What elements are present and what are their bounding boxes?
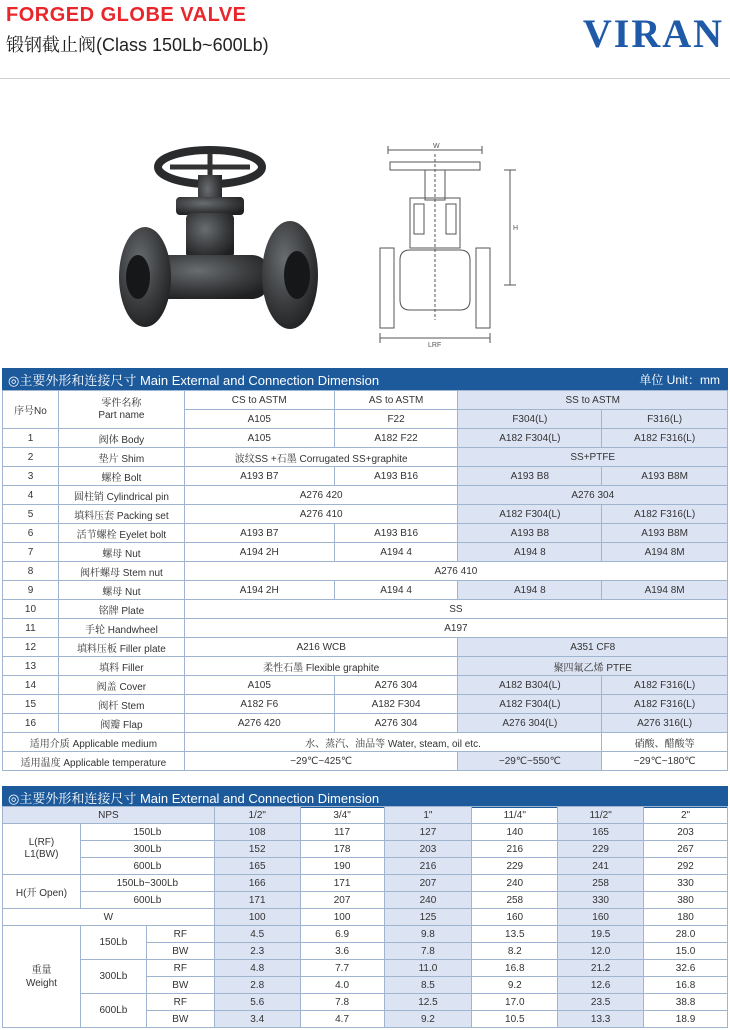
length-label: L(RF) L1(BW) xyxy=(3,824,81,875)
part-name: 填料压板 Filler plate xyxy=(58,638,184,657)
dimension-cell: 127 xyxy=(384,824,472,841)
medium-value: 水、蒸汽、油品等 Water, steam, oil etc. xyxy=(184,733,601,752)
material-cell: A193 B8 xyxy=(458,524,602,543)
weight-cell: 13.3 xyxy=(558,1011,644,1028)
weight-label: 重量 Weight xyxy=(3,926,81,1028)
row-no: 10 xyxy=(3,600,59,619)
header-no: 序号No xyxy=(3,391,59,429)
dimension-cell: 229 xyxy=(558,841,644,858)
part-name: 填料 Filler xyxy=(58,657,184,676)
row-no: 12 xyxy=(3,638,59,657)
class-cell: 150Lb xyxy=(80,824,214,841)
material-cell: A197 xyxy=(184,619,727,638)
row-no: 13 xyxy=(3,657,59,676)
weight-cell: 10.5 xyxy=(472,1011,558,1028)
temperature-value-ss1: −29℃~550℃ xyxy=(458,752,602,771)
dimension-cell: 330 xyxy=(644,875,728,892)
header-cs: CS to ASTM xyxy=(184,391,334,410)
weight-cell: 7.7 xyxy=(300,960,384,977)
dimension-cell: 178 xyxy=(300,841,384,858)
table-row xyxy=(3,448,728,467)
width-label: W xyxy=(3,909,215,926)
material-cell: A193 B8M xyxy=(602,467,728,486)
weight-cell: 19.5 xyxy=(558,926,644,943)
table-row xyxy=(3,467,728,486)
header-as: AS to ASTM xyxy=(334,391,458,410)
material-cell: 聚四氟乙烯 PTFE xyxy=(458,657,728,676)
material-cell: A194 2H xyxy=(184,581,334,600)
material-cell: SS+PTFE xyxy=(458,448,728,467)
end-type-cell: RF xyxy=(146,994,214,1011)
material-cell: A182 F316(L) xyxy=(602,676,728,695)
material-cell: A193 B7 xyxy=(184,467,334,486)
weight-cell: 12.0 xyxy=(558,943,644,960)
section-header-dimensions xyxy=(2,786,728,808)
material-cell: A276 304 xyxy=(334,714,458,733)
weight-cell: 21.2 xyxy=(558,960,644,977)
class-cell: 150Lb xyxy=(80,926,146,960)
row-no: 2 xyxy=(3,448,59,467)
weight-cell: 38.8 xyxy=(644,994,728,1011)
size-cell: 1/2" xyxy=(214,807,300,824)
header-divider xyxy=(0,78,730,79)
row-no: 5 xyxy=(3,505,59,524)
dimension-cell: 240 xyxy=(384,892,472,909)
dimension-cell: 380 xyxy=(644,892,728,909)
weight-cell: 8.2 xyxy=(472,943,558,960)
dimension-cell: 207 xyxy=(384,875,472,892)
table-row xyxy=(3,841,728,858)
weight-cell: 3.6 xyxy=(300,943,384,960)
end-type-cell: RF xyxy=(146,926,214,943)
material-cell: A182 F22 xyxy=(334,429,458,448)
dimension-cell: 160 xyxy=(472,909,558,926)
table-row xyxy=(3,926,728,943)
part-name: 阀盖 Cover xyxy=(58,676,184,695)
table-row xyxy=(3,524,728,543)
part-name: 填料压套 Packing set xyxy=(58,505,184,524)
weight-cell: 4.0 xyxy=(300,977,384,994)
weight-cell: 5.6 xyxy=(214,994,300,1011)
weight-cell: 6.9 xyxy=(300,926,384,943)
table-row xyxy=(3,676,728,695)
brand-logo: VIRAN xyxy=(582,11,724,56)
weight-cell: 8.5 xyxy=(384,977,472,994)
material-cell: A276 420 xyxy=(184,486,458,505)
weight-cell: 11.0 xyxy=(384,960,472,977)
class-cell: 600Lb xyxy=(80,994,146,1028)
dimension-cell: 171 xyxy=(214,892,300,909)
row-no: 16 xyxy=(3,714,59,733)
dimension-cell: 171 xyxy=(300,875,384,892)
row-no: 3 xyxy=(3,467,59,486)
grade-cell: F304(L) xyxy=(458,410,602,429)
table-row xyxy=(3,875,728,892)
size-cell: 2" xyxy=(644,807,728,824)
size-cell: 11/4" xyxy=(472,807,558,824)
material-cell: A193 B8M xyxy=(602,524,728,543)
valve-photo xyxy=(110,135,340,355)
drawing-lrf-label: LRF xyxy=(428,342,442,349)
material-cell: A216 WCB xyxy=(184,638,458,657)
part-name: 垫片 Shim xyxy=(58,448,184,467)
dimension-cell: 330 xyxy=(558,892,644,909)
material-cell: A276 410 xyxy=(184,562,727,581)
table-row xyxy=(3,600,728,619)
part-name: 螺栓 Bolt xyxy=(58,467,184,486)
table-row xyxy=(3,429,728,448)
weight-cell: 28.0 xyxy=(644,926,728,943)
temperature-value: −29℃~425℃ xyxy=(184,752,458,771)
material-cell: A276 304 xyxy=(334,676,458,695)
material-cell: 波纹SS +石墨 Corrugated SS+graphite xyxy=(184,448,458,467)
header-ss: SS to ASTM xyxy=(458,391,728,410)
material-cell: A182 F316(L) xyxy=(602,695,728,714)
grade-cell: A105 xyxy=(184,410,334,429)
table-row xyxy=(3,824,728,841)
row-no: 7 xyxy=(3,543,59,562)
dimension-cell: 108 xyxy=(214,824,300,841)
material-cell: A194 4 xyxy=(334,581,458,600)
material-cell: SS xyxy=(184,600,727,619)
part-name: 圆柱销 Cylindrical pin xyxy=(58,486,184,505)
weight-cell: 12.6 xyxy=(558,977,644,994)
dimension-cell: 241 xyxy=(558,858,644,875)
part-name: 螺母 Nut xyxy=(58,581,184,600)
weight-cell: 7.8 xyxy=(300,994,384,1011)
material-cell: A193 B8 xyxy=(458,467,602,486)
material-cell: A194 2H xyxy=(184,543,334,562)
valve-drawing xyxy=(370,140,530,350)
table-row xyxy=(3,619,728,638)
material-cell: A194 8 xyxy=(458,581,602,600)
page-title: FORGED GLOBE VALVE xyxy=(6,4,247,26)
material-cell: A105 xyxy=(184,429,334,448)
table-row xyxy=(3,714,728,733)
material-cell: 柔性石墨 Flexible graphite xyxy=(184,657,458,676)
medium-value-ss: 硝酸、醋酸等 xyxy=(602,733,728,752)
material-cell: A193 B16 xyxy=(334,467,458,486)
height-label: H(开 Open) xyxy=(3,875,81,909)
weight-cell: 3.4 xyxy=(214,1011,300,1028)
header-part-name: 零件名称 Part name xyxy=(58,391,184,429)
table-row xyxy=(3,581,728,600)
material-cell: A276 420 xyxy=(184,714,334,733)
class-cell: 150Lb~300Lb xyxy=(80,875,214,892)
end-type-cell: BW xyxy=(146,977,214,994)
table-row xyxy=(3,892,728,909)
material-cell: A194 4 xyxy=(334,543,458,562)
dimensions-table xyxy=(2,806,728,1028)
table-row xyxy=(3,960,728,977)
table-row xyxy=(3,733,728,752)
row-no: 14 xyxy=(3,676,59,695)
material-cell: A182 F304(L) xyxy=(458,505,602,524)
table-row xyxy=(3,657,728,676)
dimension-cell: 190 xyxy=(300,858,384,875)
part-name: 阀杆 Stem xyxy=(58,695,184,714)
size-cell: 11/2" xyxy=(558,807,644,824)
row-no: 1 xyxy=(3,429,59,448)
weight-cell: 32.6 xyxy=(644,960,728,977)
weight-cell: 16.8 xyxy=(644,977,728,994)
table-row xyxy=(3,858,728,875)
page-subtitle: 锻钢截止阀(Class 150Lb~600Lb) xyxy=(6,35,269,55)
table-row xyxy=(3,909,728,926)
part-name: 阀体 Body xyxy=(58,429,184,448)
class-cell: 300Lb xyxy=(80,841,214,858)
material-cell: A182 F6 xyxy=(184,695,334,714)
size-cell: 1" xyxy=(384,807,472,824)
dimension-cell: 216 xyxy=(384,858,472,875)
weight-cell: 23.5 xyxy=(558,994,644,1011)
material-cell: A182 F304(L) xyxy=(458,429,602,448)
dimension-cell: 125 xyxy=(384,909,472,926)
dimension-cell: 160 xyxy=(558,909,644,926)
row-no: 8 xyxy=(3,562,59,581)
end-type-cell: BW xyxy=(146,1011,214,1028)
temperature-value-ss2: −29℃~180℃ xyxy=(602,752,728,771)
row-no: 6 xyxy=(3,524,59,543)
table-row xyxy=(3,505,728,524)
dimension-cell: 240 xyxy=(472,875,558,892)
weight-cell: 13.5 xyxy=(472,926,558,943)
material-cell: A276 316(L) xyxy=(602,714,728,733)
end-type-cell: BW xyxy=(146,943,214,960)
part-name: 手轮 Handwheel xyxy=(58,619,184,638)
weight-cell: 2.3 xyxy=(214,943,300,960)
table-header-row xyxy=(3,391,728,410)
material-cell: A276 304(L) xyxy=(458,714,602,733)
section-title: ◎主要外形和连接尺寸 Main External and Connection Dimension xyxy=(8,790,380,806)
weight-cell: 7.8 xyxy=(384,943,472,960)
row-no: 15 xyxy=(3,695,59,714)
material-cell: A182 F304 xyxy=(334,695,458,714)
part-name: 螺母 Nut xyxy=(58,543,184,562)
material-cell: A105 xyxy=(184,676,334,695)
table-row xyxy=(3,562,728,581)
size-cell: 3/4" xyxy=(300,807,384,824)
dimension-cell: 166 xyxy=(214,875,300,892)
material-cell: A276 304 xyxy=(458,486,728,505)
table-row xyxy=(3,994,728,1011)
material-cell: A194 8 xyxy=(458,543,602,562)
material-cell: A193 B16 xyxy=(334,524,458,543)
part-name: 阀杆螺母 Stem nut xyxy=(58,562,184,581)
part-name: 活节螺栓 Eyelet bolt xyxy=(58,524,184,543)
section-header-materials xyxy=(2,368,728,390)
weight-cell: 4.8 xyxy=(214,960,300,977)
dimension-cell: 165 xyxy=(214,858,300,875)
weight-cell: 4.7 xyxy=(300,1011,384,1028)
material-cell: A182 F316(L) xyxy=(602,429,728,448)
dimension-cell: 165 xyxy=(558,824,644,841)
dimension-cell: 292 xyxy=(644,858,728,875)
part-name: 阀瓣 Flap xyxy=(58,714,184,733)
dimension-cell: 180 xyxy=(644,909,728,926)
material-cell: A194 8M xyxy=(602,581,728,600)
drawing-w-label: W xyxy=(433,143,440,150)
material-cell: A276 410 xyxy=(184,505,458,524)
dimension-cell: 203 xyxy=(644,824,728,841)
dimension-cell: 216 xyxy=(472,841,558,858)
weight-cell: 17.0 xyxy=(472,994,558,1011)
section-title: ◎主要外形和连接尺寸 Main External and Connection Dimension xyxy=(8,372,380,388)
dimension-cell: 140 xyxy=(472,824,558,841)
unit-label: 单位 Unit：mm xyxy=(639,372,720,387)
part-name: 铭牌 Plate xyxy=(58,600,184,619)
dimension-cell: 267 xyxy=(644,841,728,858)
table-row xyxy=(3,752,728,771)
dimension-cell: 152 xyxy=(214,841,300,858)
material-cell: A194 8M xyxy=(602,543,728,562)
row-no: 9 xyxy=(3,581,59,600)
row-no: 4 xyxy=(3,486,59,505)
table-row xyxy=(3,807,728,824)
material-cell: A182 F304(L) xyxy=(458,695,602,714)
dimension-cell: 258 xyxy=(472,892,558,909)
dimension-cell: 258 xyxy=(558,875,644,892)
drawing-h-label: H xyxy=(513,225,519,232)
dimension-cell: 229 xyxy=(472,858,558,875)
temperature-label: 适用温度 Applicable temperature xyxy=(3,752,185,771)
class-cell: 300Lb xyxy=(80,960,146,994)
dimension-cell: 207 xyxy=(300,892,384,909)
table-row xyxy=(3,486,728,505)
table-row xyxy=(3,638,728,657)
dimension-cell: 100 xyxy=(300,909,384,926)
table-row xyxy=(3,543,728,562)
dimension-cell: 100 xyxy=(214,909,300,926)
dimension-cell: 117 xyxy=(300,824,384,841)
weight-cell: 4.5 xyxy=(214,926,300,943)
table-row xyxy=(3,695,728,714)
end-type-cell: RF xyxy=(146,960,214,977)
material-cell: A351 CF8 xyxy=(458,638,728,657)
material-cell: A182 F316(L) xyxy=(602,505,728,524)
nps-label: NPS xyxy=(3,807,215,824)
weight-cell: 18.9 xyxy=(644,1011,728,1028)
material-cell: A182 B304(L) xyxy=(458,676,602,695)
weight-cell: 9.2 xyxy=(472,977,558,994)
weight-cell: 16.8 xyxy=(472,960,558,977)
weight-cell: 12.5 xyxy=(384,994,472,1011)
grade-cell: F316(L) xyxy=(602,410,728,429)
class-cell: 600Lb xyxy=(80,858,214,875)
medium-label: 适用介质 Applicable medium xyxy=(3,733,185,752)
materials-table xyxy=(2,390,728,771)
weight-cell: 9.2 xyxy=(384,1011,472,1028)
grade-cell: F22 xyxy=(334,410,458,429)
weight-cell: 9.8 xyxy=(384,926,472,943)
class-cell: 600Lb xyxy=(80,892,214,909)
row-no: 11 xyxy=(3,619,59,638)
weight-cell: 15.0 xyxy=(644,943,728,960)
weight-cell: 2.8 xyxy=(214,977,300,994)
material-cell: A193 B7 xyxy=(184,524,334,543)
dimension-cell: 203 xyxy=(384,841,472,858)
